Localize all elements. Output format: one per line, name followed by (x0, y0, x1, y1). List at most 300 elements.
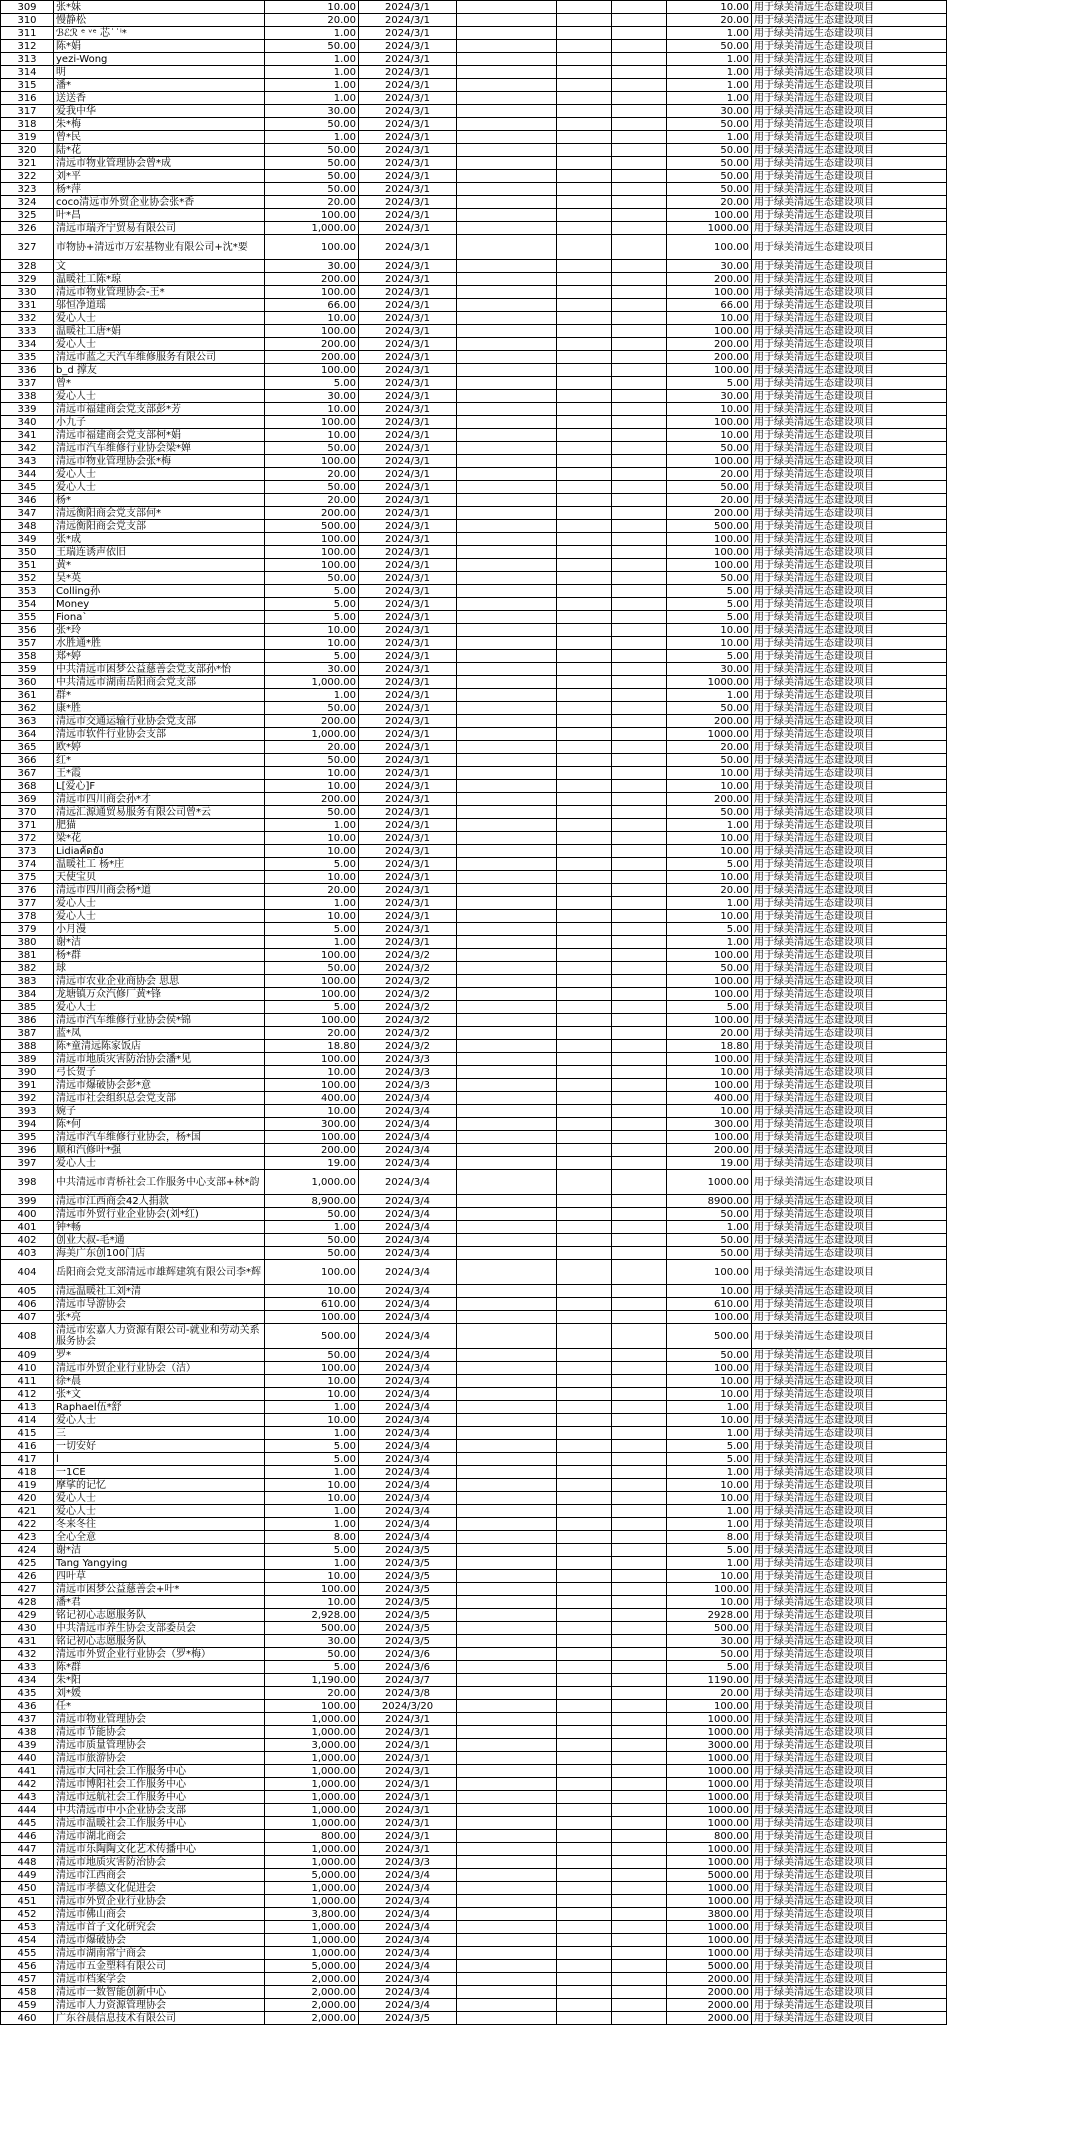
row-number: 400 (1, 1208, 54, 1221)
empty-cell (612, 1221, 667, 1234)
empty-cell (557, 1921, 612, 1934)
empty-cell (557, 1791, 612, 1804)
table-row (1, 1947, 947, 1960)
allocated-amount: 1000.00 (667, 1882, 752, 1895)
donor-name: 清远市蓝之天汽车维修服务有限公司 (54, 351, 265, 364)
table-row (1, 819, 947, 832)
empty-cell (612, 728, 667, 741)
donation-amount: 1,000.00 (265, 676, 359, 689)
empty-cell (612, 988, 667, 1001)
donation-date: 2024/3/1 (359, 377, 457, 390)
empty-cell (612, 1195, 667, 1208)
table-row (1, 1531, 947, 1544)
purpose: 用于绿美清远生态建设项目 (752, 858, 947, 871)
donation-date: 2024/3/1 (359, 702, 457, 715)
donor-name: 黄* (54, 559, 265, 572)
allocated-amount: 1000.00 (667, 1170, 752, 1195)
empty-cell (457, 1401, 557, 1414)
allocated-amount: 1.00 (667, 897, 752, 910)
donation-amount: 50.00 (265, 481, 359, 494)
allocated-amount: 5000.00 (667, 1960, 752, 1973)
empty-cell (557, 2012, 612, 2025)
donor-name: 清远市佛山商会 (54, 1908, 265, 1921)
empty-cell (457, 131, 557, 144)
empty-cell (457, 936, 557, 949)
row-number: 443 (1, 1791, 54, 1804)
donation-date: 2024/3/1 (359, 1713, 457, 1726)
row-number: 419 (1, 1479, 54, 1492)
donation-amount: 200.00 (265, 1144, 359, 1157)
donation-amount: 10.00 (265, 1414, 359, 1427)
empty-cell (612, 611, 667, 624)
donation-date: 2024/3/5 (359, 1544, 457, 1557)
empty-cell (557, 910, 612, 923)
row-number: 422 (1, 1518, 54, 1531)
empty-cell (457, 105, 557, 118)
row-number: 342 (1, 442, 54, 455)
empty-cell (457, 507, 557, 520)
empty-cell (457, 1544, 557, 1557)
allocated-amount: 8.00 (667, 1531, 752, 1544)
donor-name: 爱心人士 (54, 312, 265, 325)
table-row (1, 689, 947, 702)
allocated-amount: 5.00 (667, 1544, 752, 1557)
donation-date: 2024/3/3 (359, 1053, 457, 1066)
donation-amount: 1.00 (265, 1221, 359, 1234)
donation-date: 2024/3/1 (359, 1739, 457, 1752)
donor-name: 广东谷晨信息技术有限公司 (54, 2012, 265, 2025)
empty-cell (457, 1934, 557, 1947)
table-row (1, 14, 947, 27)
allocated-amount: 5.00 (667, 1661, 752, 1674)
donation-amount: 1,000.00 (265, 1817, 359, 1830)
empty-cell (557, 286, 612, 299)
allocated-amount: 10.00 (667, 1285, 752, 1298)
donation-amount: 10.00 (265, 1105, 359, 1118)
allocated-amount: 18.80 (667, 1040, 752, 1053)
table-row (1, 338, 947, 351)
purpose: 用于绿美清远生态建设项目 (752, 533, 947, 546)
empty-cell (557, 611, 612, 624)
donation-date: 2024/3/1 (359, 1843, 457, 1856)
donor-name: 清远市档案学会 (54, 1973, 265, 1986)
donation-date: 2024/3/4 (359, 1492, 457, 1505)
donor-name: 陈*群 (54, 1661, 265, 1674)
row-number: 407 (1, 1311, 54, 1324)
purpose: 用于绿美清远生态建设项目 (752, 910, 947, 923)
row-number: 383 (1, 975, 54, 988)
empty-cell (457, 598, 557, 611)
row-number: 429 (1, 1609, 54, 1622)
allocated-amount: 100.00 (667, 1131, 752, 1144)
donor-name: 红* (54, 754, 265, 767)
table-row (1, 351, 947, 364)
donation-amount: 1.00 (265, 897, 359, 910)
empty-cell (557, 494, 612, 507)
allocated-amount: 1000.00 (667, 1921, 752, 1934)
row-number: 381 (1, 949, 54, 962)
donor-name: 罗* (54, 1349, 265, 1362)
purpose: 用于绿美清远生态建设项目 (752, 949, 947, 962)
empty-cell (612, 1388, 667, 1401)
purpose: 用于绿美清远生态建设项目 (752, 1414, 947, 1427)
empty-cell (612, 1092, 667, 1105)
allocated-amount: 8900.00 (667, 1195, 752, 1208)
empty-cell (612, 741, 667, 754)
donation-date: 2024/3/1 (359, 819, 457, 832)
table-row (1, 1014, 947, 1027)
donor-name: 清远市孝德文化促进会 (54, 1882, 265, 1895)
empty-cell (612, 962, 667, 975)
purpose: 用于绿美清远生态建设项目 (752, 1027, 947, 1040)
empty-cell (457, 533, 557, 546)
donation-amount: 2,000.00 (265, 1999, 359, 2012)
purpose: 用于绿美清远生态建设项目 (752, 196, 947, 209)
purpose: 用于绿美清远生态建设项目 (752, 1388, 947, 1401)
empty-cell (557, 429, 612, 442)
empty-cell (557, 1544, 612, 1557)
row-number: 319 (1, 131, 54, 144)
donor-name: 清远市湖北商会 (54, 1830, 265, 1843)
donation-date: 2024/3/6 (359, 1661, 457, 1674)
empty-cell (457, 1973, 557, 1986)
empty-cell (457, 1609, 557, 1622)
donation-amount: 1.00 (265, 1518, 359, 1531)
empty-cell (612, 209, 667, 222)
donation-amount: 100.00 (265, 1700, 359, 1713)
purpose: 用于绿美清远生态建设项目 (752, 170, 947, 183)
empty-cell (612, 468, 667, 481)
empty-cell (612, 312, 667, 325)
donor-name: 清远市福建商会党支部彭*芳 (54, 403, 265, 416)
purpose: 用于绿美清远生态建设项目 (752, 1518, 947, 1531)
donor-name: 清远市爆破协会 (54, 1934, 265, 1947)
donor-name: 一切安好 (54, 1440, 265, 1453)
row-number: 447 (1, 1843, 54, 1856)
row-number: 350 (1, 546, 54, 559)
empty-cell (612, 1505, 667, 1518)
donor-name: 清远市四川商会孙*才 (54, 793, 265, 806)
donation-date: 2024/3/4 (359, 1349, 457, 1362)
empty-cell (457, 1375, 557, 1388)
purpose: 用于绿美清远生态建设项目 (752, 897, 947, 910)
empty-cell (557, 702, 612, 715)
purpose: 用于绿美清远生态建设项目 (752, 1778, 947, 1791)
donor-name: 爱心人士 (54, 1001, 265, 1014)
donor-name: 清远市导游协会 (54, 1298, 265, 1311)
donation-amount: 1,000.00 (265, 1947, 359, 1960)
allocated-amount: 1000.00 (667, 1817, 752, 1830)
allocated-amount: 100.00 (667, 949, 752, 962)
row-number: 414 (1, 1414, 54, 1427)
table-row (1, 1622, 947, 1635)
donation-date: 2024/3/3 (359, 1079, 457, 1092)
table-row (1, 1908, 947, 1921)
donor-name: 郑*婷 (54, 650, 265, 663)
empty-cell (557, 416, 612, 429)
donation-date: 2024/3/4 (359, 1427, 457, 1440)
empty-cell (557, 1570, 612, 1583)
table-row (1, 1687, 947, 1700)
empty-cell (557, 871, 612, 884)
allocated-amount: 20.00 (667, 1687, 752, 1700)
empty-cell (457, 1234, 557, 1247)
empty-cell (557, 741, 612, 754)
donation-date: 2024/3/1 (359, 118, 457, 131)
row-number: 333 (1, 325, 54, 338)
empty-cell (557, 364, 612, 377)
empty-cell (557, 105, 612, 118)
empty-cell (612, 455, 667, 468)
empty-cell (612, 40, 667, 53)
allocated-amount: 10.00 (667, 312, 752, 325)
empty-cell (557, 1778, 612, 1791)
table-row (1, 105, 947, 118)
empty-cell (557, 1247, 612, 1260)
donor-name: Raphael伍*舒 (54, 1401, 265, 1414)
donor-name: Tang Yangying (54, 1557, 265, 1570)
donation-amount: 100.00 (265, 533, 359, 546)
donor-name: 清远市外贸行业企业协会(刘*红) (54, 1208, 265, 1221)
allocated-amount: 1.00 (667, 1518, 752, 1531)
allocated-amount: 50.00 (667, 1648, 752, 1661)
empty-cell (457, 196, 557, 209)
donation-amount: 20.00 (265, 741, 359, 754)
empty-cell (457, 325, 557, 338)
empty-cell (612, 1557, 667, 1570)
empty-cell (612, 1144, 667, 1157)
row-number: 354 (1, 598, 54, 611)
allocated-amount: 1000.00 (667, 1726, 752, 1739)
donation-amount: 1.00 (265, 1466, 359, 1479)
donation-date: 2024/3/1 (359, 235, 457, 260)
allocated-amount: 2000.00 (667, 1973, 752, 1986)
allocated-amount: 1.00 (667, 819, 752, 832)
row-number: 444 (1, 1804, 54, 1817)
allocated-amount: 1000.00 (667, 1947, 752, 1960)
empty-cell (457, 183, 557, 196)
empty-cell (557, 1349, 612, 1362)
empty-cell (612, 338, 667, 351)
donation-date: 2024/3/1 (359, 650, 457, 663)
table-row (1, 507, 947, 520)
row-number: 448 (1, 1856, 54, 1869)
purpose: 用于绿美清远生态建设项目 (752, 1882, 947, 1895)
allocated-amount: 20.00 (667, 14, 752, 27)
allocated-amount: 100.00 (667, 988, 752, 1001)
empty-cell (457, 676, 557, 689)
table-row (1, 1583, 947, 1596)
empty-cell (457, 1843, 557, 1856)
row-number: 337 (1, 377, 54, 390)
row-number: 351 (1, 559, 54, 572)
empty-cell (457, 1700, 557, 1713)
table-row (1, 66, 947, 79)
purpose: 用于绿美清远生态建设项目 (752, 1765, 947, 1778)
row-number: 314 (1, 66, 54, 79)
empty-cell (612, 222, 667, 235)
empty-cell (612, 1947, 667, 1960)
empty-cell (457, 1557, 557, 1570)
allocated-amount: 10.00 (667, 1570, 752, 1583)
donor-name: L[爱心]F (54, 780, 265, 793)
table-row (1, 209, 947, 222)
empty-cell (457, 1027, 557, 1040)
purpose: 用于绿美清远生态建设项目 (752, 962, 947, 975)
allocated-amount: 100.00 (667, 364, 752, 377)
purpose: 用于绿美清远生态建设项目 (752, 1791, 947, 1804)
table-row (1, 1053, 947, 1066)
empty-cell (612, 1247, 667, 1260)
empty-cell (557, 1027, 612, 1040)
donation-date: 2024/3/1 (359, 209, 457, 222)
empty-cell (457, 1661, 557, 1674)
empty-cell (612, 910, 667, 923)
empty-cell (612, 923, 667, 936)
table-row (1, 222, 947, 235)
empty-cell (612, 975, 667, 988)
empty-cell (612, 1285, 667, 1298)
donor-name: 清远市博阳社会工作服务中心 (54, 1778, 265, 1791)
empty-cell (612, 1726, 667, 1739)
donation-amount: 1,000.00 (265, 1895, 359, 1908)
table-row (1, 845, 947, 858)
purpose: 用于绿美清远生态建设项目 (752, 1401, 947, 1414)
row-number: 361 (1, 689, 54, 702)
empty-cell (612, 1518, 667, 1531)
table-row (1, 1414, 947, 1427)
table-row (1, 975, 947, 988)
donation-amount: 100.00 (265, 364, 359, 377)
purpose: 用于绿美清远生态建设项目 (752, 1622, 947, 1635)
donor-name: 天使宝贝 (54, 871, 265, 884)
donation-date: 2024/3/1 (359, 338, 457, 351)
purpose: 用于绿美清远生态建设项目 (752, 1066, 947, 1079)
donation-date: 2024/3/1 (359, 624, 457, 637)
row-number: 457 (1, 1973, 54, 1986)
allocated-amount: 30.00 (667, 105, 752, 118)
allocated-amount: 5.00 (667, 585, 752, 598)
row-number: 374 (1, 858, 54, 871)
purpose: 用于绿美清远生态建设项目 (752, 1311, 947, 1324)
donor-name: 清远市社会组织总会党支部 (54, 1092, 265, 1105)
donation-amount: 1,000.00 (265, 1921, 359, 1934)
empty-cell (457, 312, 557, 325)
table-row (1, 1401, 947, 1414)
empty-cell (457, 1713, 557, 1726)
empty-cell (457, 1570, 557, 1583)
purpose: 用于绿美清远生态建设项目 (752, 183, 947, 196)
purpose: 用于绿美清远生态建设项目 (752, 871, 947, 884)
empty-cell (557, 118, 612, 131)
empty-cell (612, 1882, 667, 1895)
donor-name: 清远市农业企业商协会 思思 (54, 975, 265, 988)
donation-amount: 100.00 (265, 1311, 359, 1324)
donation-amount: 500.00 (265, 520, 359, 533)
allocated-amount: 1190.00 (667, 1674, 752, 1687)
purpose: 用于绿美清远生态建设项目 (752, 364, 947, 377)
donor-name: 温暖社工唐*娟 (54, 325, 265, 338)
donation-date: 2024/3/5 (359, 1557, 457, 1570)
table-row (1, 1648, 947, 1661)
donation-date: 2024/3/1 (359, 1, 457, 14)
purpose: 用于绿美清远生态建设项目 (752, 676, 947, 689)
empty-cell (557, 1869, 612, 1882)
purpose: 用于绿美清远生态建设项目 (752, 507, 947, 520)
row-number: 378 (1, 910, 54, 923)
donor-name: 四叶草 (54, 1570, 265, 1583)
empty-cell (612, 702, 667, 715)
donation-date: 2024/3/4 (359, 1170, 457, 1195)
allocated-amount: 100.00 (667, 1014, 752, 1027)
empty-cell (612, 1492, 667, 1505)
donation-amount: 100.00 (265, 325, 359, 338)
donation-date: 2024/3/4 (359, 1234, 457, 1247)
donation-date: 2024/3/1 (359, 92, 457, 105)
donor-name: 曾* (54, 377, 265, 390)
allocated-amount: 1000.00 (667, 1713, 752, 1726)
empty-cell (612, 196, 667, 209)
purpose: 用于绿美清远生态建设项目 (752, 988, 947, 1001)
empty-cell (457, 585, 557, 598)
donation-date: 2024/3/4 (359, 1895, 457, 1908)
purpose: 用于绿美清远生态建设项目 (752, 1440, 947, 1453)
empty-cell (557, 1973, 612, 1986)
empty-cell (612, 235, 667, 260)
empty-cell (457, 845, 557, 858)
row-number: 382 (1, 962, 54, 975)
empty-cell (457, 235, 557, 260)
donor-name: 爱心人士 (54, 1505, 265, 1518)
donation-date: 2024/3/1 (359, 780, 457, 793)
table-row (1, 377, 947, 390)
row-number: 415 (1, 1427, 54, 1440)
table-row (1, 494, 947, 507)
allocated-amount: 1.00 (667, 79, 752, 92)
allocated-amount: 1.00 (667, 53, 752, 66)
allocated-amount: 20.00 (667, 1027, 752, 1040)
row-number: 369 (1, 793, 54, 806)
donation-amount: 100.00 (265, 209, 359, 222)
donation-date: 2024/3/1 (359, 455, 457, 468)
purpose: 用于绿美清远生态建设项目 (752, 1921, 947, 1934)
empty-cell (557, 1713, 612, 1726)
donor-name: Money (54, 598, 265, 611)
table-row (1, 585, 947, 598)
empty-cell (557, 832, 612, 845)
table-row (1, 715, 947, 728)
donor-name: 弓长贺子 (54, 1066, 265, 1079)
allocated-amount: 610.00 (667, 1298, 752, 1311)
row-number: 338 (1, 390, 54, 403)
purpose: 用于绿美清远生态建设项目 (752, 1349, 947, 1362)
donor-name: 中共清远市困梦公益慈善会党支部孙*怡 (54, 663, 265, 676)
purpose: 用于绿美清远生态建设项目 (752, 1726, 947, 1739)
table-row (1, 897, 947, 910)
empty-cell (457, 611, 557, 624)
purpose: 用于绿美清远生态建设项目 (752, 728, 947, 741)
empty-cell (457, 832, 557, 845)
empty-cell (457, 1001, 557, 1014)
table-row (1, 1285, 947, 1298)
row-number: 454 (1, 1934, 54, 1947)
row-number: 348 (1, 520, 54, 533)
row-number: 373 (1, 845, 54, 858)
donor-name: 梁*花 (54, 832, 265, 845)
donation-date: 2024/3/1 (359, 741, 457, 754)
empty-cell (457, 1208, 557, 1221)
purpose: 用于绿美清远生态建设项目 (752, 105, 947, 118)
